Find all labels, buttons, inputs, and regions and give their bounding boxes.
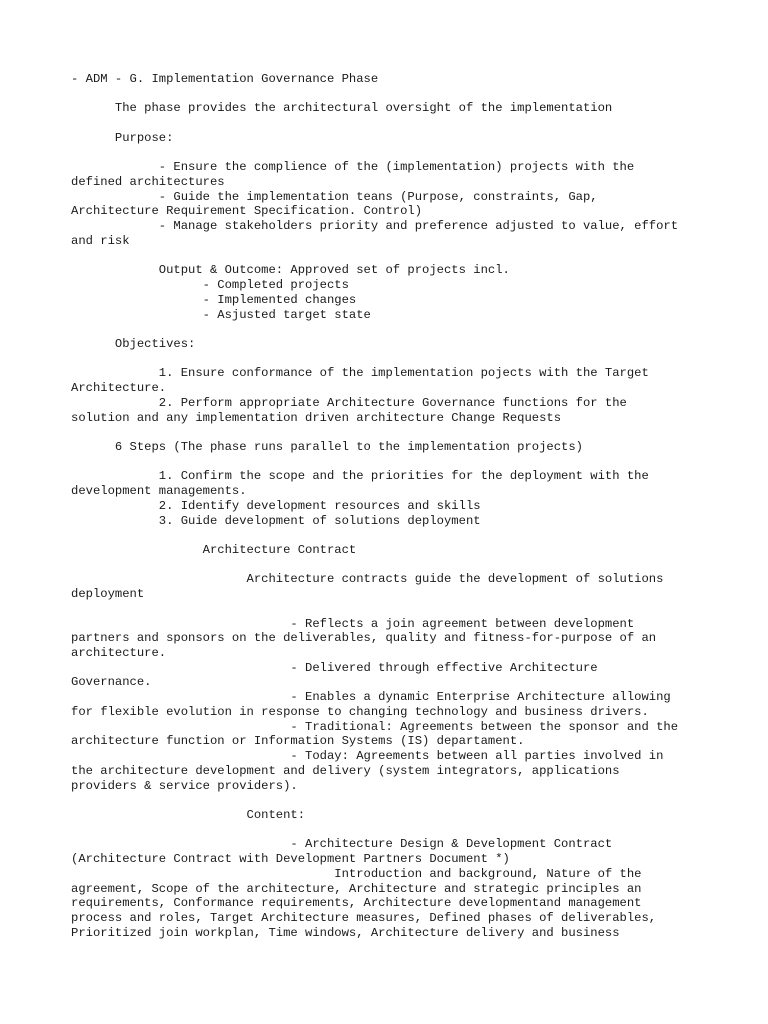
document-line: 1. Ensure conformance of the implementation pojects with the Target	[71, 366, 649, 381]
document-line: Governance.	[71, 675, 152, 690]
document-line: - Ensure the complience of the (implementation) projects with the	[71, 160, 635, 175]
document-line	[71, 87, 721, 102]
document-line	[71, 322, 721, 337]
document-line	[71, 116, 721, 131]
document-line: Introduction and background, Nature of the	[71, 866, 642, 881]
document-line: The phase provides the architectural oversight of the implementation	[71, 101, 613, 116]
document-line: Purpose:	[71, 130, 174, 145]
document-line: architecture function or Information Systems (IS) departament.	[71, 734, 525, 749]
document-line	[71, 146, 721, 161]
document-line: Output & Outcome: Approved set of projects incl.	[71, 263, 510, 278]
document-line: deployment	[71, 587, 145, 602]
document-line	[71, 455, 721, 470]
document-line	[71, 352, 721, 367]
document-line: 6 Steps (The phase runs parallel to the implementation projects)	[71, 439, 583, 454]
document-line: - Asjusted target state	[71, 307, 371, 322]
document-line: development managements.	[71, 484, 247, 499]
document-line: - Implemented changes	[71, 292, 357, 307]
document-line	[71, 249, 721, 264]
document-line: (Architecture Contract with Development Partners Document *)	[71, 852, 510, 867]
document-line	[71, 425, 721, 440]
document-line: process and roles, Target Architecture measures, Defined phases of deliverables,	[71, 910, 657, 925]
document-line: - Completed projects	[71, 278, 349, 293]
document-line: Architecture.	[71, 381, 167, 396]
document-line: - Delivered through effective Architecture	[71, 660, 598, 675]
document-line: - Manage stakeholders priority and preference adjusted to value, effort	[71, 219, 679, 234]
document-line: the architecture development and delivery (system integrators, applications	[71, 763, 620, 778]
document-line: Objectives:	[71, 336, 196, 351]
document-line: - Guide the implementation teans (Purpose, constraints, Gap,	[71, 189, 598, 204]
document-line: - Enables a dynamic Enterprise Architecture allowing	[71, 690, 671, 705]
document-body	[71, 72, 721, 940]
document-line: for flexible evolution in response to changing technology and business drivers.	[71, 704, 649, 719]
document-line: - Reflects a join agreement between development	[71, 616, 635, 631]
document-line: Architecture contracts guide the development of solutions	[71, 572, 664, 587]
document-line: - Architecture Design & Development Contract	[71, 837, 613, 852]
document-line: Prioritized join workplan, Time windows, Architecture delivery and business	[71, 925, 620, 940]
document-line: 2. Perform appropriate Architecture Governance functions for the	[71, 395, 627, 410]
document-line: 3. Guide development of solutions deployment	[71, 513, 481, 528]
document-line: Content:	[71, 807, 306, 822]
document-line	[71, 528, 721, 543]
document-line: providers & service providers).	[71, 778, 298, 793]
document-line: - ADM - G. Implementation Governance Phase	[71, 72, 379, 86]
document-line	[71, 793, 721, 808]
document-line	[71, 558, 721, 573]
document-line: - Traditional: Agreements between the sponsor and the	[71, 719, 679, 734]
document-line: partners and sponsors on the deliverables, quality and fitness-for-purpose of an	[71, 631, 657, 646]
document-line	[71, 602, 721, 617]
document-line	[71, 823, 721, 838]
document-line: requirements, Conformance requirements, Architecture developmentand management	[71, 896, 642, 911]
document-line: - Today: Agreements between all parties involved in	[71, 749, 664, 764]
document-line: Architecture Contract	[71, 543, 357, 557]
document-line: 2. Identify development resources and skills	[71, 498, 481, 513]
document-line: agreement, Scope of the architecture, Architecture and strategic principles an	[71, 881, 642, 896]
document-line: architecture.	[71, 646, 167, 661]
document-line: 1. Confirm the scope and the priorities for the deployment with the	[71, 469, 649, 484]
document-line: solution and any implementation driven architecture Change Requests	[71, 410, 562, 425]
document-line: and risk	[71, 233, 130, 248]
document-line: Architecture Requirement Specification. Control)	[71, 204, 423, 219]
document-line: defined architectures	[71, 175, 225, 190]
